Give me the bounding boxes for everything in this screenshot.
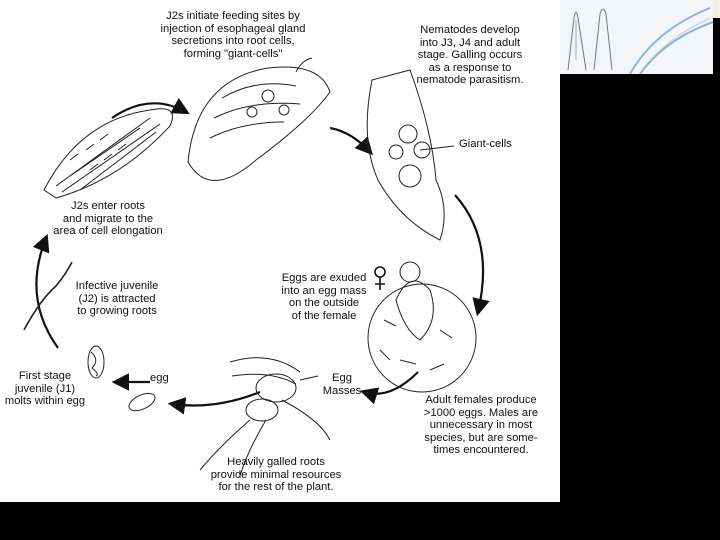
label-nematode-development: Nematodes develop into J3, J4 and adult stage. Galling occurs as a response to nematode parasitism. (416, 24, 524, 87)
nematode-head-drawing (560, 0, 713, 74)
label-egg: egg (150, 372, 169, 384)
arrow-to-eggs (455, 195, 483, 312)
arrow-to-infective (36, 238, 58, 348)
label-first-stage-juvenile: First stage juvenile (J1) molts within egg (4, 370, 86, 408)
label-adult-females: Adult females produce >1000 eggs. Males are unnecessary in most species, but are some- times encountered. (423, 394, 539, 457)
cycle-arrows (36, 103, 483, 405)
label-infective-juvenile: Infective juvenile (J2) is attracted to growing roots (75, 280, 159, 318)
feeding-site-root-sketch (188, 58, 330, 181)
label-egg-masses: Egg Masses (322, 372, 362, 397)
label-j2-feeding-sites: J2s initiate feeding sites by injection of esophageal gland secretions into root cells, forming "giant-cells" (160, 10, 306, 60)
nematode-head-thumbnail (560, 0, 713, 74)
arrow-to-feeding (112, 103, 186, 118)
root-elongation-sketch (44, 109, 173, 198)
arrow-to-egg (172, 392, 260, 406)
gall-giant-cells-sketch (367, 70, 454, 240)
arrow-to-develop (330, 128, 370, 152)
label-eggs-exuded: Eggs are exuded into an egg mass on the outside of the female (281, 272, 367, 322)
label-j2-enter-roots: J2s enter roots and migrate to the area of cell elongation (53, 200, 163, 238)
j1-in-egg-sketch (88, 346, 104, 378)
egg-sketch (126, 390, 157, 415)
label-giant-cells: Giant-cells (459, 138, 512, 150)
label-heavily-galled-roots: Heavily galled roots provide minimal resources for the rest of the plant. (210, 456, 342, 494)
female-egg-mass-sketch (368, 262, 476, 392)
